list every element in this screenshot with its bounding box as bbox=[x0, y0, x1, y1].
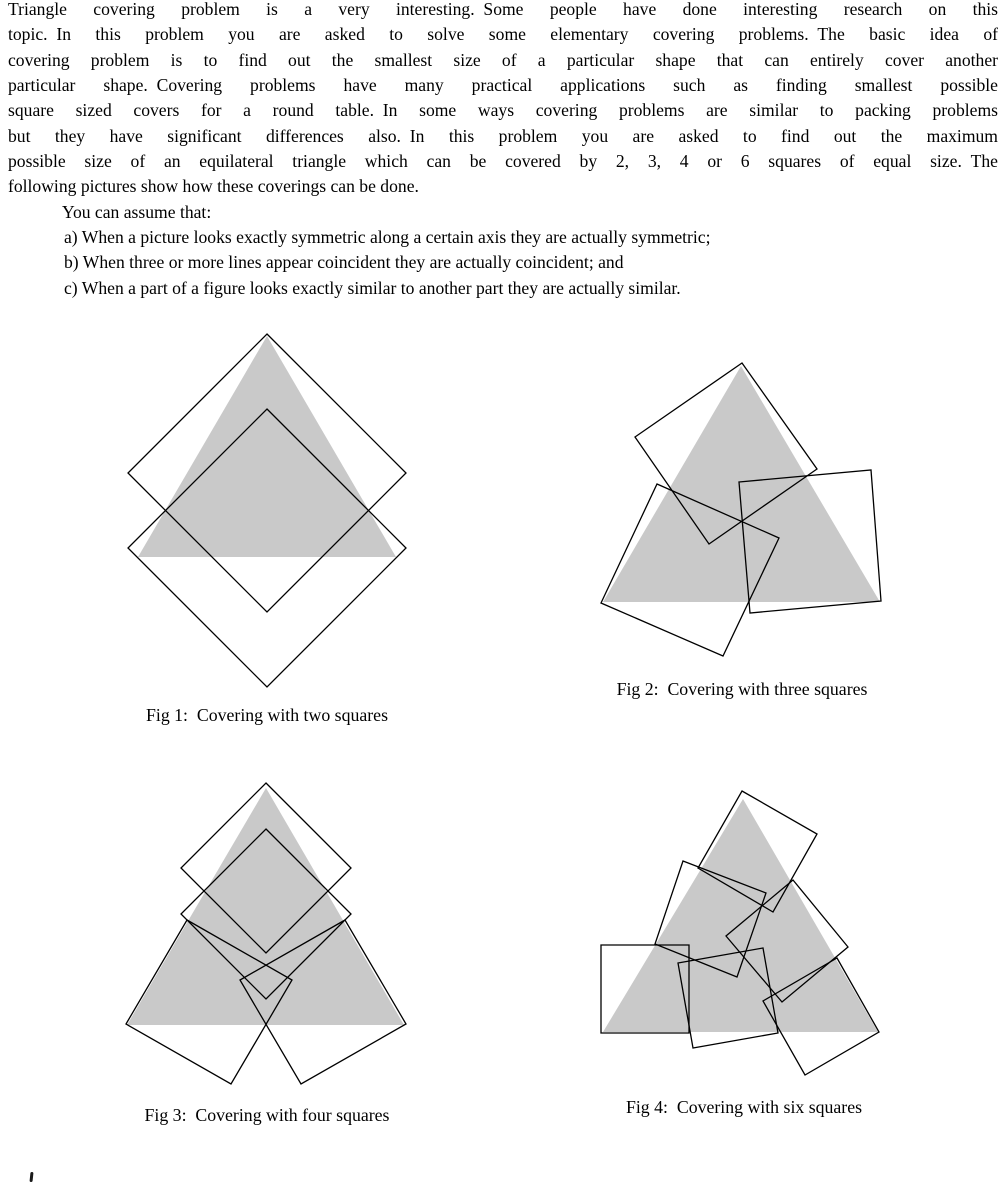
covering-square-outline bbox=[128, 334, 406, 612]
statement-line: square sized covers for a round table. In some ways covering problems are similar to packing problems bbox=[8, 100, 998, 121]
assumption-item-c: c) When a part of a figure looks exactly similar to another part they are actually similar. bbox=[64, 277, 681, 298]
figure-3-diagram bbox=[126, 783, 406, 1084]
figure-1-diagram bbox=[128, 334, 406, 687]
covering-square-outline bbox=[601, 945, 689, 1033]
covering-square-outline bbox=[240, 920, 406, 1084]
covering-square-outline bbox=[739, 470, 881, 613]
covering-square-outline bbox=[726, 880, 848, 1002]
shaded-triangle bbox=[603, 799, 878, 1032]
figure-2-diagram bbox=[601, 363, 881, 656]
figure-4-caption: Fig 4: Covering with six squares bbox=[625, 1097, 863, 1117]
covering-square-outline bbox=[181, 783, 351, 953]
figure-3-caption: Fig 3: Covering with four squares bbox=[144, 1105, 390, 1125]
assumptions-lead: You can assume that: bbox=[62, 201, 212, 222]
covering-square-outline bbox=[678, 948, 778, 1048]
shaded-triangle bbox=[138, 336, 396, 557]
page-edge-artifact bbox=[29, 1172, 33, 1182]
statement-line: topic. In this problem you are asked to solve some elementary covering problems. The basic idea of bbox=[8, 24, 998, 45]
statement-line: covering problem is to find out the smallest size of a particular shape that can entirely cover another bbox=[8, 49, 998, 70]
problem-statement-text bbox=[8, 0, 998, 301]
statement-line: particular shape. Covering problems have many practical applications such as finding smallest possible bbox=[8, 74, 998, 95]
shaded-triangle bbox=[127, 788, 404, 1025]
figure-4-diagram bbox=[601, 791, 879, 1075]
figure-2-caption: Fig 2: Covering with three squares bbox=[616, 679, 868, 699]
figure-1-caption: Fig 1: Covering with two squares bbox=[145, 705, 388, 725]
covering-square-outline bbox=[698, 791, 817, 912]
covering-square-outline bbox=[601, 484, 779, 656]
covering-square-outline bbox=[763, 958, 879, 1075]
shaded-triangle bbox=[603, 366, 880, 602]
assumption-item-b: b) When three or more lines appear coincident they are actually coincident; and bbox=[64, 252, 624, 273]
statement-line: Triangle covering problem is a very interesting. Some people have done interesting research on this bbox=[8, 0, 998, 19]
covering-square-outline bbox=[655, 861, 766, 977]
statement-line: but they have significant differences also. In this problem you are asked to find out the maximum bbox=[8, 125, 998, 146]
covering-square-outline bbox=[181, 829, 351, 999]
covering-square-outline bbox=[635, 363, 817, 544]
statement-line: possible size of an equilateral triangle which can be covered by 2, 3, 4 or 6 squares of equal size. The bbox=[8, 150, 998, 171]
covering-square-outline bbox=[128, 409, 406, 687]
statement-line: following pictures show how these coverings can be done. bbox=[8, 176, 419, 197]
assumption-item-a: a) When a picture looks exactly symmetric along a certain axis they are actually symmetric; bbox=[64, 226, 711, 247]
covering-square-outline bbox=[126, 920, 292, 1084]
